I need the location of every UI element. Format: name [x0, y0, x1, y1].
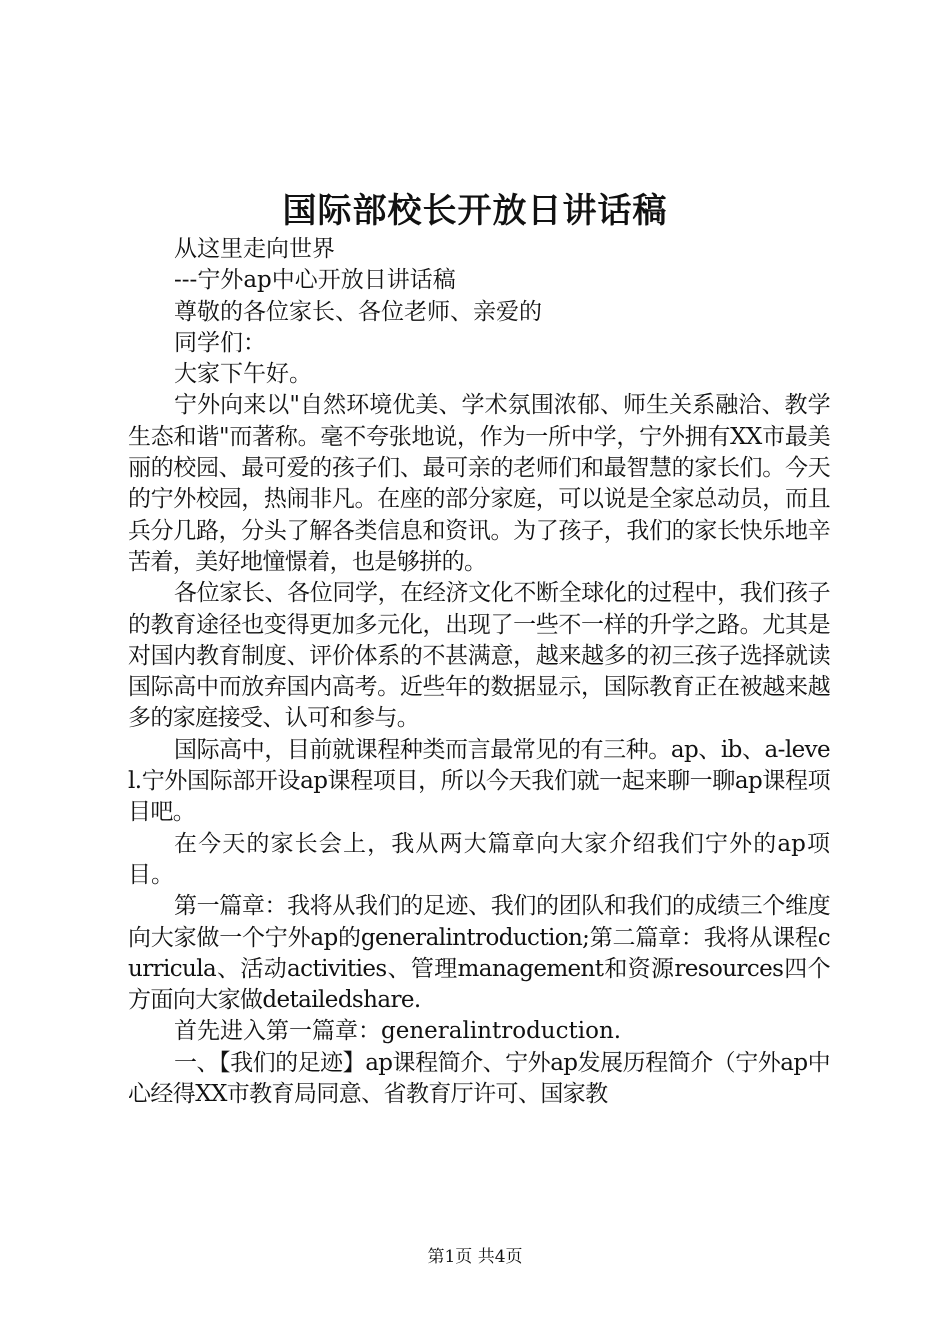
- paragraph-body: 一、【我们的足迹】ap课程简介、宁外ap发展历程简介（宁外ap中心经得XX市教育局同意、省教育厅许可、国家教: [128, 1049, 830, 1108]
- paragraph-subtitle: 从这里走向世界: [174, 236, 335, 262]
- paragraph-body: 首先进入第一篇章：generalintroduction.: [174, 1018, 622, 1045]
- paragraph-body: 在今天的家长会上，我从两大篇章向大家介绍我们宁外的ap项目。: [128, 830, 830, 888]
- document-body: [128, 234, 830, 1110]
- paragraph-body: 宁外向来以"自然环境优美、学术氛围浓郁、师生关系融洽、教学生态和谐"而著称。毫不夸张地说，作为一所中学，宁外拥有XX市最美丽的校园、最可爱的孩子们、最可亲的老师们和最智慧的家长们。今天的宁外校园，热闹非凡。在座的部分家庭，可以说是全家总动员，而且兵分几路，分头了解各类信息和资讯。为了孩子，我们的家长快乐地辛苦着，美好地憧憬着，也是够拼的。: [128, 392, 830, 575]
- paragraph-body: 第一篇章：我将从我们的足迹、我们的团队和我们的成绩三个维度向大家做一个宁外ap的generalintroduction;第二篇章：我将从课程curricula、活动activities、管理management和资源resources四个方面向大家做detailedshare.: [128, 893, 830, 1014]
- paragraph-greeting: 大家下午好。: [174, 361, 312, 388]
- paragraph-salutation: 尊敬的各位家长、各位老师、亲爱的: [174, 298, 542, 325]
- paragraph-body: 国际高中，目前就课程种类而言最常见的有三种。ap、ib、a-level.宁外国际部开设ap课程项目，所以今天我们就一起来聊一聊ap课程项目吧。: [128, 736, 830, 826]
- document-title: 国际部校长开放日讲话稿: [282, 191, 668, 231]
- paragraph-body: 各位家长、各位同学，在经济文化不断全球化的过程中，我们孩子的教育途径也变得更加多元化，出现了一些不一样的升学之路。尤其是对国内教育制度、评价体系的不甚满意，越来越多的初三孩子选择就读国际高中而放弃国内高考。近些年的数据显示，国际教育正在被越来越多的家庭接受、认可和参与。: [128, 580, 830, 732]
- paragraph-salutation-cont: 同学们：: [174, 329, 266, 356]
- paragraph-subtitle-note: ---宁外ap中心开放日讲话稿: [174, 267, 456, 294]
- page-footer: 第1页 共4页: [427, 1247, 523, 1267]
